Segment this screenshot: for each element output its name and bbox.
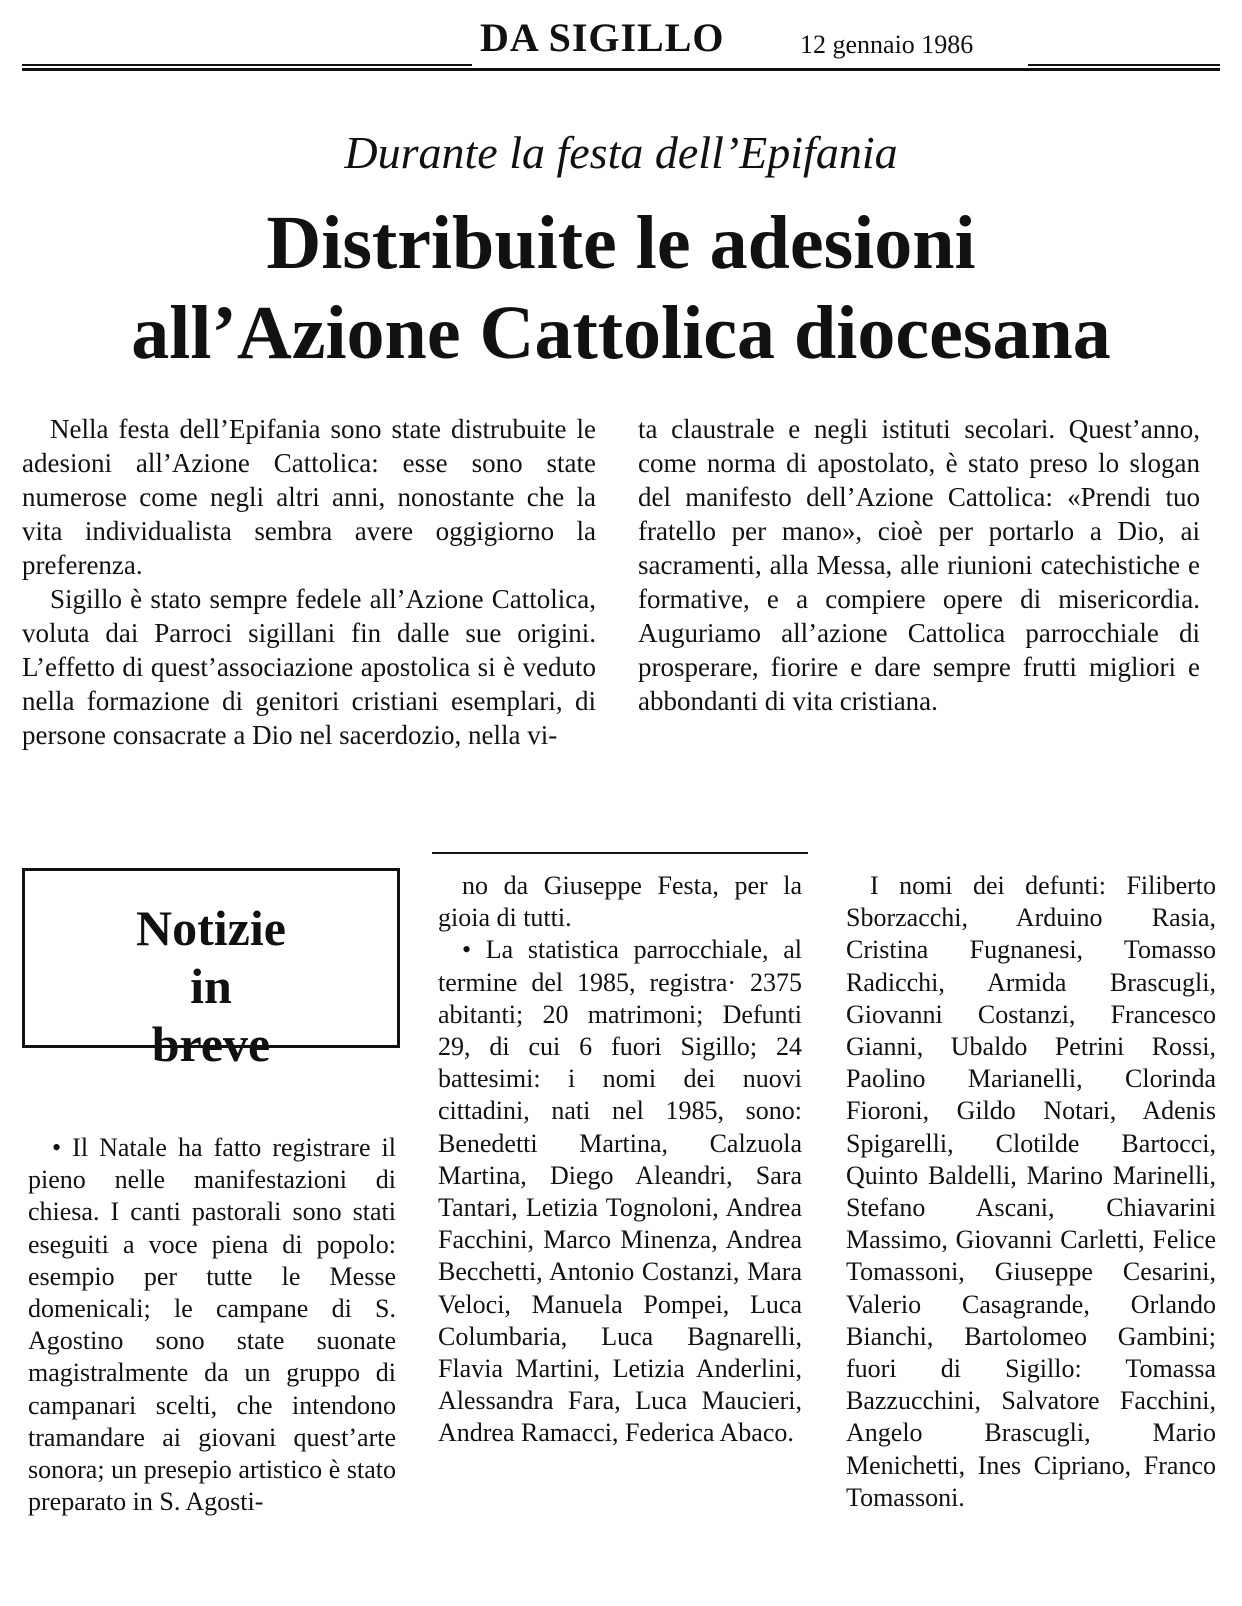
- briefs-title-box: [22, 868, 400, 1072]
- newspaper-section-title: DA SIGILLO: [480, 15, 725, 60]
- article-paragraph: Nella festa dell’Epifania sono state distrubuite le adesioni all’Azione Cattolica: esse sono state numerose come negli altri anni, nonostante che la vita individualista sembra avere oggigiorno la preferenza.: [22, 414, 596, 580]
- article-column-2: [638, 412, 1200, 718]
- article-paragraph: ta claustrale e negli istituti secolari. Quest’anno, come norma di apostolato, è stato preso lo slogan del manifesto dell’Azione Cattolica: «Prendi tuo fratello per mano», cioè per portarlo a Dio, ai sacramenti, alla Messa, alle riunioni catechistiche e formative, e a compiere opere di misericordia. Auguriamo all’azione Cattolica parrocchiale di prosperare, fiorire e dare sempre frutti migliori e abbondanti di vita cristiana.: [638, 414, 1200, 716]
- article-column-1: [22, 412, 596, 752]
- article-headline-line2: all’Azione Cattolica diocesana: [131, 291, 1111, 375]
- article-kicker: Durante la festa dell’Epifania: [344, 127, 898, 178]
- brief-paragraph: no da Giuseppe Festa, per la gioia di tutti.: [438, 871, 802, 933]
- briefs-title-line: in: [190, 958, 232, 1014]
- briefs-column-1: [28, 1132, 396, 1518]
- header-rule-right: [1028, 64, 1220, 66]
- header-rule-left: [22, 64, 472, 66]
- article-headline-line1: Distribuite le adesioni: [266, 201, 976, 285]
- brief-paragraph: • La statistica parrocchiale, al termine del 1985, registra· 2375 abitanti; 20 matrimoni; Defunti 29, di cui 6 fuori Sigillo; 24 battesimi: i nomi dei nuovi cittadini, nati nel 1985, sono: Benedetti Martina, Calzuola Martina, Diego Aleandri, Sara Tantari, Letizia Tognoloni, Andrea Facchini, Marco Minenza, Andrea Becchetti, Antonio Costanzi, Mara Veloci, Manuela Pompei, Luca Columbaria, Luca Bagnarelli, Flavia Martini, Letizia Anderlini, Alessandra Fara, Luca Maucieri, Andrea Ramacci, Federica Abaco.: [438, 935, 802, 1448]
- briefs-title-line: Notizie: [136, 900, 286, 956]
- briefs-column-2: [438, 870, 802, 1450]
- brief-paragraph: • Il Natale ha fatto registrare il pieno nelle manifestazioni di chiesa. I canti pastorali sono stati eseguiti a voce piena di popolo: esempio per tutte le Messe domenicali; le campane di S. Agostino sono state suonate magistralmente da un gruppo di campanari scelti, che intendono tramandare ai giovani quest’arte sonora; un presepio artistico è stato preparato in S. Agosti-: [28, 1133, 396, 1517]
- briefs-column-3: [846, 870, 1216, 1514]
- header-rule: [22, 68, 1220, 71]
- briefs-title-line: breve: [151, 1016, 271, 1072]
- article-paragraph: Sigillo è stato sempre fedele all’Azione Cattolica, voluta dai Parroci sigillani fin dalle sue origini. L’effetto di quest’associazione apostolica si è veduto nella formazione di genitori cristiani esemplari, di persone consacrate a Dio nel sacerdozio, nella vi-: [22, 584, 596, 750]
- publication-date: 12 gennaio 1986: [800, 30, 974, 59]
- brief-paragraph: I nomi dei defunti: Filiberto Sborzacchi, Arduino Rasia, Cristina Fugnanesi, Tomasso Radicchi, Armida Brascugli, Giovanni Costanzi, Francesco Gianni, Ubaldo Petrini Rossi, Paolino Marianelli, Clorinda Fioroni, Gildo Notari, Adenis Spigarelli, Clotilde Bartocci, Quinto Baldelli, Marino Marinelli, Stefano Ascani, Chiavarini Massimo, Giovanni Carletti, Felice Tomassoni, Giuseppe Cesarini, Valerio Casagrande, Orlando Bianchi, Bartolomeo Gambini; fuori di Sigillo: Tomassa Bazzucchini, Salvatore Facchini, Angelo Brascugli, Mario Menichetti, Ines Cipriano, Franco Tomassoni.: [846, 871, 1216, 1512]
- briefs-column-rule: [432, 852, 808, 854]
